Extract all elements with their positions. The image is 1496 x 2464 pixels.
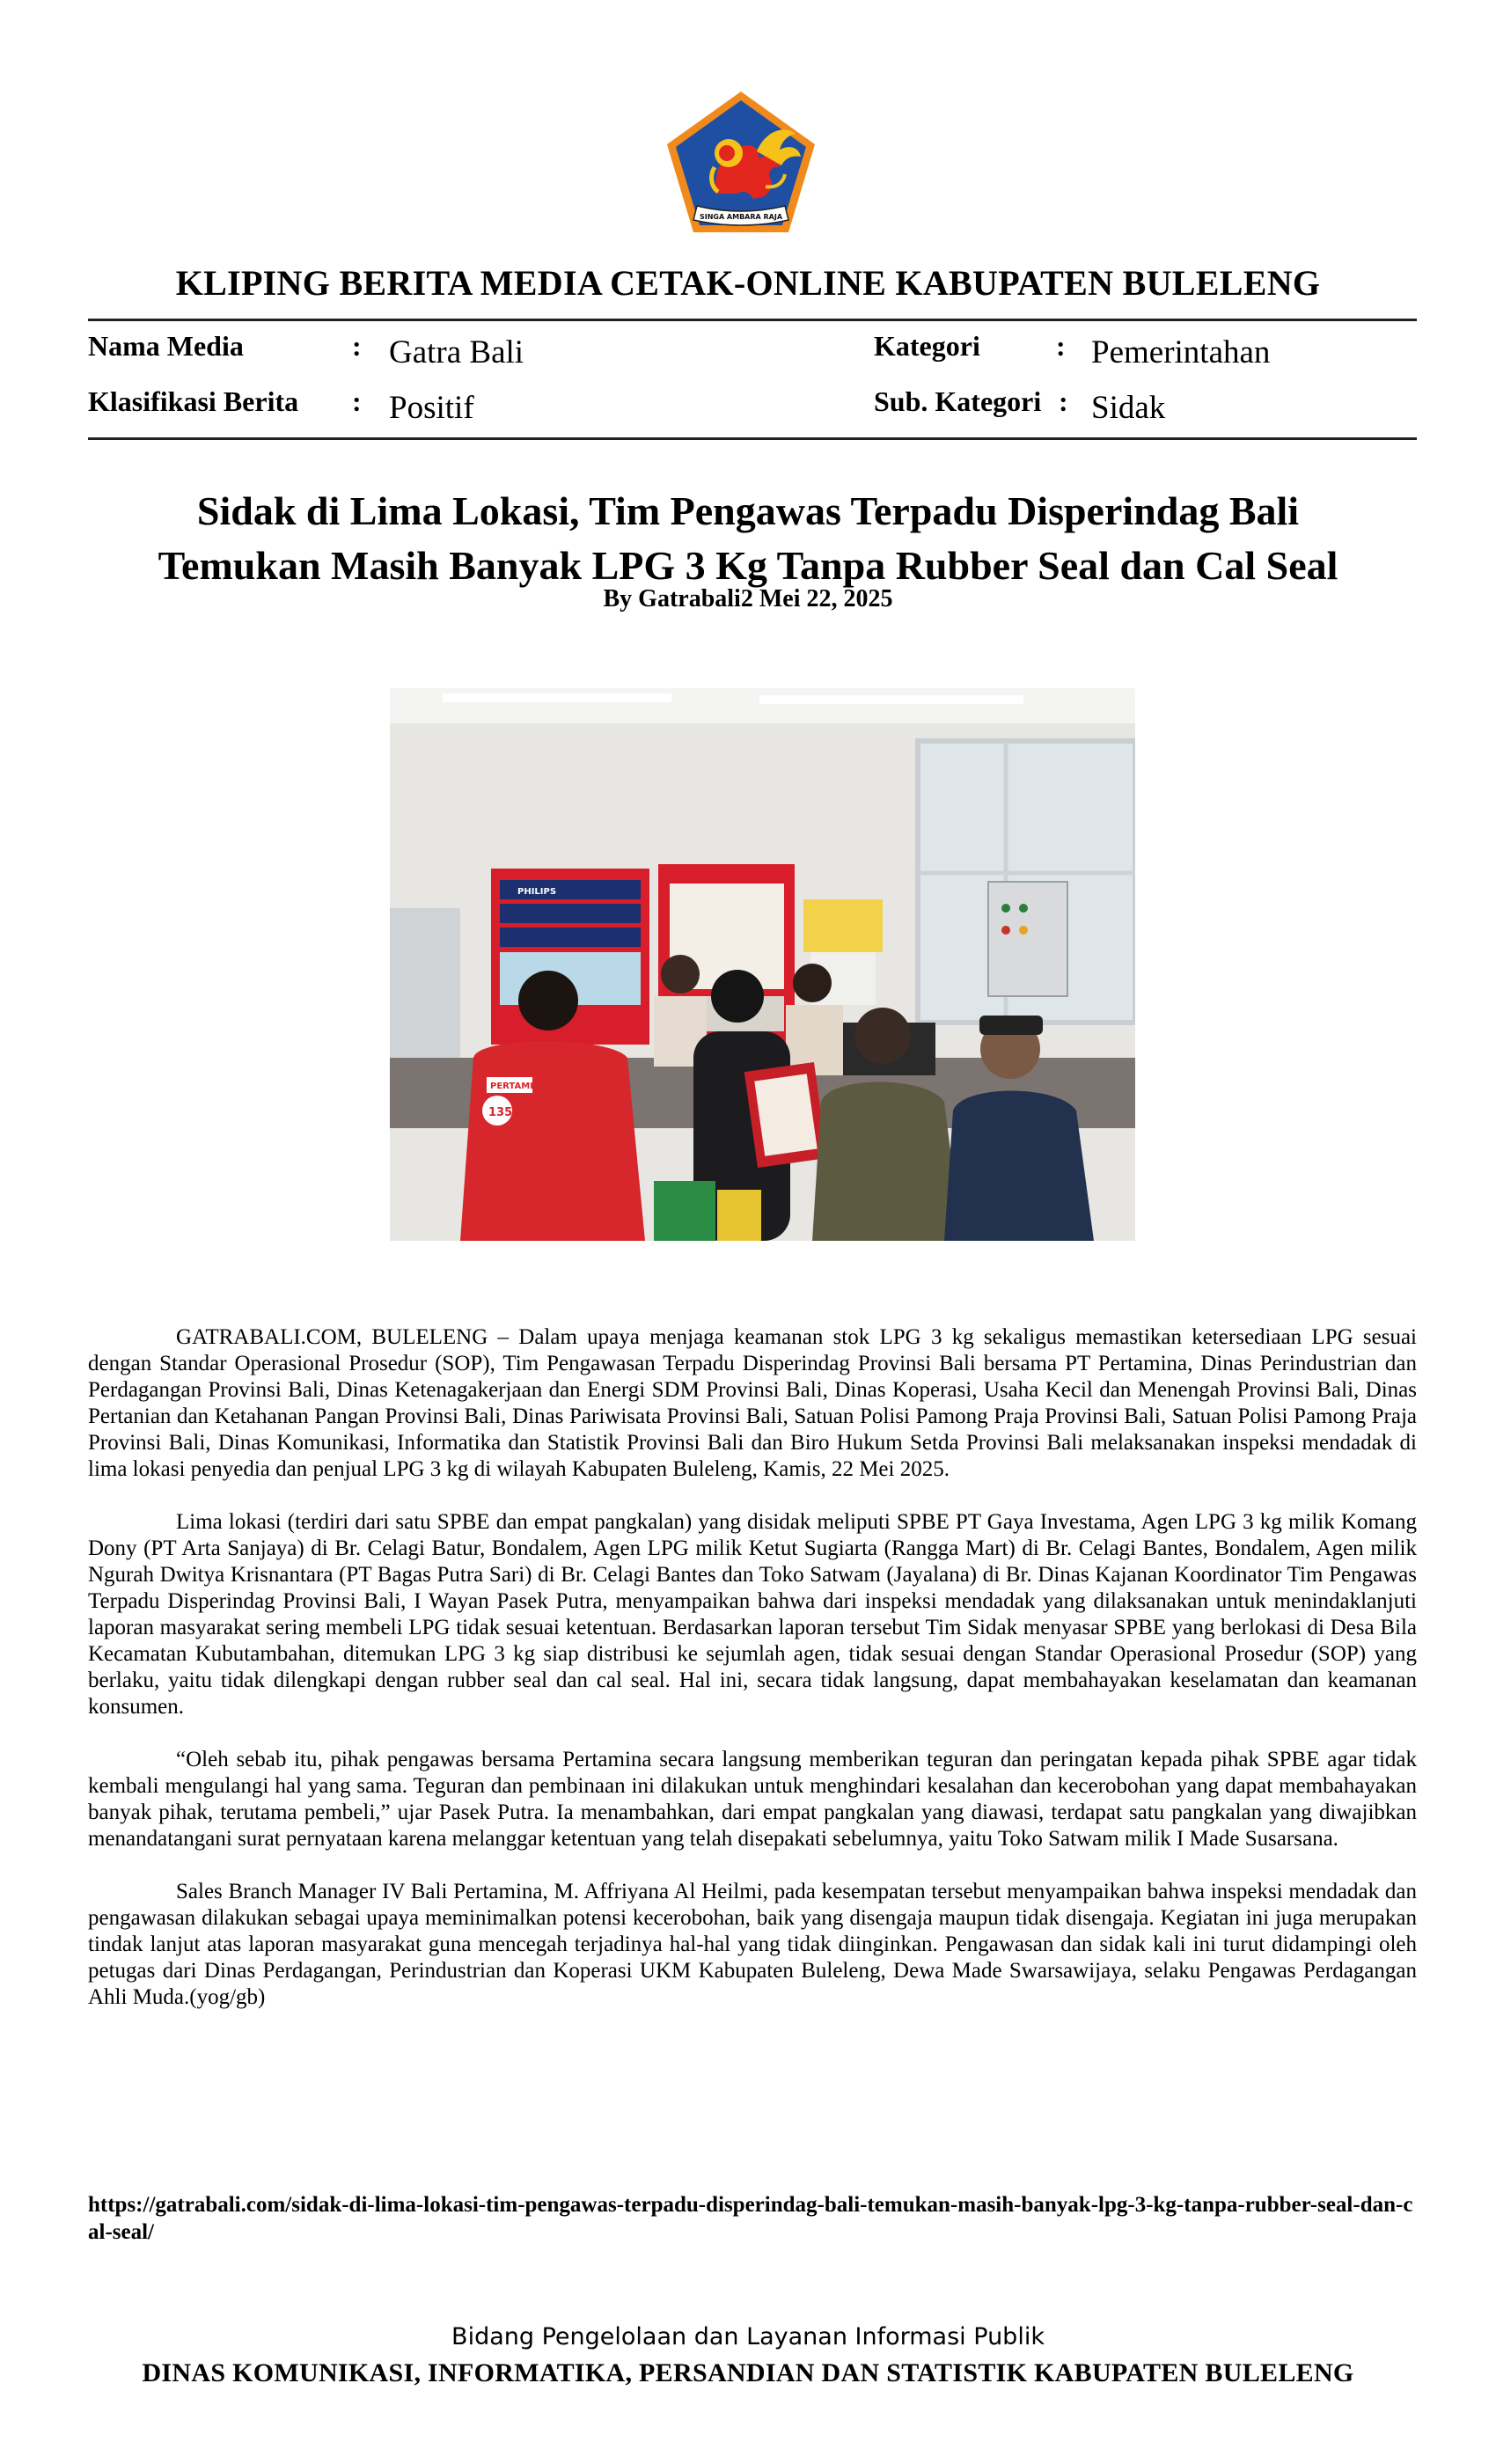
meta-kategori-value: Pemerintahan: [1091, 334, 1271, 370]
meta-colon: :: [1059, 385, 1068, 417]
meta-colon: :: [352, 385, 362, 417]
meta-subkategori-value: Sidak: [1091, 390, 1166, 426]
shelf-brand-label: PHILIPS: [517, 887, 557, 897]
divider-bottom: [88, 437, 1417, 440]
vest-badge: 135: [488, 1106, 513, 1119]
emblem-motto: SINGA AMBARA RAJA: [699, 213, 783, 221]
meta-colon: :: [352, 330, 362, 362]
meta-media-row: [88, 330, 792, 374]
meta-colon: :: [1056, 330, 1066, 362]
footer-unit: Bidang Pengelolaan dan Layanan Informasi Publik: [451, 2323, 1045, 2350]
headline-line-1: Sidak di Lima Lokasi, Tim Pengawas Terpadu Disperindag Bali: [196, 488, 1300, 533]
article-photo: [390, 688, 1135, 1241]
meta-media-value: Gatra Bali: [389, 334, 524, 370]
meta-kategori-row: [874, 330, 1411, 374]
divider-top: [88, 319, 1417, 321]
article-paragraph: GATRABALI.COM, BULELENG – Dalam upaya menjaga keamanan stok LPG 3 kg sekaligus memastikan ketersediaan LPG sesuai dengan Standar Operasional Prosedur (SOP), Tim Pengawasan Terpadu Disperindag Provinsi Bali bersama PT Pertamina, Dinas Perindustrian dan Perdagangan Provinsi Bali, Dinas Ketenagakerjaan dan Energi SDM Provinsi Bali, Dinas Koperasi, Usaha Kecil dan Menengah Provinsi Bali, Dinas Pertanian dan Ketahanan Pangan Provinsi Bali, Dinas Pariwisata Provinsi Bali, Satuan Polisi Pamong Praja Provinsi Bali, Satuan Polisi Pamong Praja Provinsi Bali, Dinas Komunikasi, Informatika dan Statistik Provinsi Bali dan Biro Hukum Setda Provinsi Bali melaksanakan inspeksi mendadak di lima lokasi penyedia dan penjual LPG 3 kg di wilayah Kabupaten Buleleng, Kamis, 22 Mei 2025.: [88, 1325, 1417, 1481]
article-headline: [0, 484, 1496, 593]
vest-brand-label: PERTAMINA: [490, 1082, 547, 1091]
meta-subkategori-row: [874, 385, 1411, 429]
clipping-title: KLIPING BERITA MEDIA CETAK-ONLINE KABUPATEN BULELENG: [175, 263, 1321, 303]
article-byline: By Gatrabali2 Mei 22, 2025: [603, 585, 893, 612]
meta-media-label: Nama Media: [88, 330, 244, 362]
article-body: [88, 1324, 1417, 2037]
meta-klasifikasi-row: [88, 385, 792, 429]
article-paragraph: “Oleh sebab itu, pihak pengawas bersama Pertamina secara langsung memberikan teguran dan peringatan kepada pihak SPBE agar tidak kembali mengulangi hal yang sama. Teguran dan pembinaan ini dilakukan untuk menghindari kesalahan dan kecerobohan yang dapat membahayakan banyak pihak, terutama pembeli,” ujar Pasek Putra. Ia menambahkan, dari empat pangkalan yang diawasi, terdapat satu pangkalan yang diwajibkan menandatangani surat pernyataan karena melanggar ketentuan yang telah disepakati sebelumnya, yaitu Toko Satwam milik I Made Susarsana.: [88, 1748, 1417, 1851]
source-url-link[interactable]: https://gatrabali.com/sidak-di-lima-lokasi-tim-pengawas-terpadu-disperindag-bali-temukan-masih-banyak-lpg-3-kg-tanpa-rubber-seal-dan-cal-seal/: [88, 2193, 1413, 2244]
meta-klasifikasi-value: Positif: [389, 390, 474, 426]
headline-line-2: Temukan Masih Banyak LPG 3 Kg Tanpa Rubber Seal dan Cal Seal: [158, 543, 1338, 588]
article-paragraph: Lima lokasi (terdiri dari satu SPBE dan empat pangkalan) yang disidak meliputi SPBE PT Gaya Investama, Agen LPG 3 kg milik Komang Dony (PT Arta Sanjaya) di Br. Celagi Batur, Bondalem, Agen LPG milik Ketut Sugiarta (Rangga Mart) di Br. Celagi Bantes, Bondalem, Agen milik Ngurah Dwitya Krisnantara (PT Bagas Putra Sari) di Br. Celagi Bantes dan Toko Satwam (Jayalana) di Br. Dinas Kajanan Koordinator Tim Pengawas Terpadu Disperindag Provinsi Bali, I Wayan Pasek Putra, menyampaikan bahwa dari inspeksi mendadak yang dilaksanakan untuk menindaklanjuti laporan masyarakat sering membeli LPG tidak sesuai ketentuan. Berdasarkan laporan tersebut Tim Sidak menyasar SPBE yang berlokasi di Desa Bila Kecamatan Kubutambahan, ditemukan LPG 3 kg siap distribusi ke sejumlah agen, tidak sesuai dengan Standar Operasional Prosedur (SOP) yang berlaku, yaitu tidak dilengkapi dengan rubber seal dan cal seal. Hal ini, secara tidak langsung, dapat membahayakan keselamatan dan keamanan konsumen.: [88, 1510, 1417, 1719]
meta-klasifikasi-label: Klasifikasi Berita: [88, 385, 299, 417]
meta-subkategori-label: Sub. Kategori: [874, 385, 1042, 417]
footer-office: DINAS KOMUNIKASI, INFORMATIKA, PERSANDIAN DAN STATISTIK KABUPATEN BULELENG: [142, 2358, 1354, 2387]
buleleng-emblem-icon: [662, 88, 820, 238]
article-paragraph: Sales Branch Manager IV Bali Pertamina, M. Affriyana Al Heilmi, pada kesempatan tersebut menyampaikan bahwa inspeksi mendadak dan pengawasan dilakukan sebagai upaya meminimalkan potensi kecerobohan, baik yang disengaja maupun tidak disengaja. Kegiatan ini juga merupakan tindak lanjut atas laporan masyarakat guna mencegah terjadinya hal-hal yang tidak diinginkan. Pengawasan dan sidak kali ini turut didampingi oleh petugas dari Dinas Perdagangan, Perindustrian dan Koperasi UKM Kabupaten Buleleng, Dewa Made Swarsawijaya, selaku Pengawas Perdagangan Ahli Muda.(yog/gb): [88, 1880, 1417, 2009]
meta-kategori-label: Kategori: [874, 330, 980, 362]
